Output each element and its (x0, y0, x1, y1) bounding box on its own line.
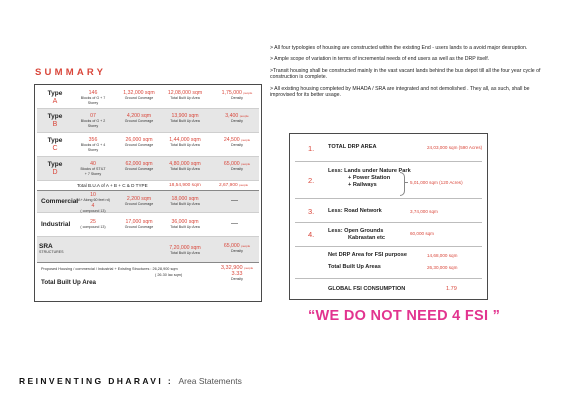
net-drp-label: Net DRP Area for FSI purpose (328, 252, 407, 258)
drp-item-value: 24,03,000 sqm (590 Acres) (427, 145, 483, 150)
drp-item-label: TOTAL DRP AREA (328, 144, 377, 150)
density-cell: 65,000 people Density (223, 161, 251, 171)
grand-total-row (37, 263, 259, 293)
density-dash: — (231, 197, 238, 204)
note-item: >Transit housing shall be constructed mainly in the vast vacant lands behind the bus depot till all the four year cycle of construction is complete. (270, 67, 541, 81)
grand-total-note-lac: ( 26.30 lac sqm) (155, 273, 183, 277)
separator (295, 161, 482, 162)
notes-list (270, 45, 552, 104)
density-cell: 3,400 people Density (225, 113, 249, 123)
drp-item-number: 2. (308, 176, 315, 185)
sra-row (37, 237, 259, 263)
bua-cell: 13,900 sqm Total Built Up Area (170, 113, 200, 123)
bua-cell: 4,80,000 sqm Total Built Up Area (169, 161, 201, 171)
bua-cell: 36,000 sqm Total Built Up Area (170, 219, 200, 229)
total-abcd-label: Total B.U.A of A + B + C & D TYPE (77, 183, 148, 188)
footer (19, 376, 242, 386)
note-item: > All existing housing completed by MHADA / SRA are integrated and not demolished . They all, as such, shall be improvised for its better usage. (270, 85, 530, 99)
bua-cell: 12,08,000 sqm Total Built Up Area (167, 90, 203, 100)
slogan: “WE DO NOT NEED 4 FSI ” (308, 308, 501, 324)
total-abcd-row (37, 181, 259, 191)
footer-subtitle: Area Statements (178, 376, 242, 386)
grand-total-label: Total Built Up Area (41, 279, 97, 286)
type-a-row (37, 87, 259, 109)
blocks-cell: 146 Blocks of G + 7 Storey (80, 90, 106, 105)
type-label: Type A (47, 90, 63, 105)
density-cell: 65,000 people Density (223, 243, 251, 253)
type-label: Type B (47, 113, 63, 128)
type-d-row (37, 157, 259, 181)
drp-item-number: 1. (308, 144, 315, 153)
blocks-cell: 10 ( A+ Along 60 feet rd) 4 ( compound 13) (76, 192, 110, 213)
drp-item-label: Less: Open Grounds Kabrastan etc (328, 228, 385, 241)
brace-tip (404, 182, 408, 183)
total-abcd-density: 2,67,900 people (219, 183, 249, 188)
blocks-cell: 40 Blocks of STILT + 7 Storey (80, 161, 106, 176)
drp-item-value: 60,000 sqm (410, 231, 435, 236)
density-cell: 24,500 people Density (223, 137, 251, 147)
grand-density-cell: 3,32,900 people 3.33 Density (220, 265, 254, 281)
drp-item-value: 3,74,000 sqm (410, 209, 438, 214)
coverage-cell: 62,000 sqm Ground Coverage (124, 161, 154, 171)
drp-area-table (289, 133, 488, 300)
summary-title: SUMMARY (35, 67, 107, 78)
drp-item-label: Less: Road Network (328, 208, 382, 214)
grand-total-note: Proposed Housing / commercial / Industrial + Existing Structures : 26,28,900 sqm (41, 267, 178, 271)
coverage-cell: 17,000 sqm Ground Coverage (124, 219, 154, 229)
density-dash: — (231, 220, 238, 227)
drp-item-label: Less: Lands under Nature Park + Power Station + Railways (328, 168, 411, 188)
drp-item-number: 4. (308, 230, 315, 239)
sra-label: SRA STRUCTURES (39, 243, 64, 254)
separator (295, 278, 482, 279)
summary-table (34, 84, 262, 302)
footer-title: REINVENTING DHARAVI : (19, 376, 174, 386)
bua-cell: 7,20,000 sqm Total Built Up Area (169, 245, 201, 255)
type-label: Type C (47, 137, 63, 152)
note-item: > All four typologies of housing are constructed within the existing End - users lands to a avoid major desruption. (270, 45, 528, 51)
global-fsi-label: GLOBAL FSI CONSUMPTION (328, 286, 406, 292)
separator (295, 246, 482, 247)
industrial-label: Industrial (41, 221, 71, 228)
note-item: > Ample scope of variation in terms of incremental needs of end users as well as the DRP itself. (270, 56, 490, 63)
coverage-cell: 2,200 sqm Ground Coverage (124, 196, 154, 206)
commercial-label: Commercial (41, 198, 79, 205)
total-bua-value: 26,30,000 sqm (427, 265, 458, 270)
coverage-cell: 26,000 sqm Ground Coverage (124, 137, 154, 147)
type-c-row (37, 133, 259, 157)
type-label: Type D (47, 161, 63, 176)
drp-item-value: 5,01,000 sqm (120 Acres) (410, 180, 463, 185)
bua-cell: 1,44,000 sqm Total Built Up Area (169, 137, 201, 147)
total-abcd-bua: 18,54,900 sqm (169, 183, 201, 188)
blocks-cell: 356 Blocks of G + 4 Storey (80, 137, 106, 152)
total-bua-label: Total Built Up Areas (328, 264, 381, 270)
bua-cell: 18,000 sqm Total Built Up Area (170, 196, 200, 206)
separator (295, 222, 482, 223)
coverage-cell: 1,32,000 sqm Ground Coverage (123, 90, 155, 100)
global-fsi-value: 1.79 (446, 286, 457, 292)
industrial-row (37, 213, 259, 237)
commercial-row (37, 191, 259, 213)
brace-icon (400, 172, 405, 196)
blocks-cell: 25 ( compound 13) (80, 219, 106, 229)
type-b-row (37, 109, 259, 133)
coverage-cell: 4,200 sqm Ground Coverage (124, 113, 154, 123)
net-drp-value: 14,68,000 sqm (427, 253, 458, 258)
density-cell: 1,75,000 people Density (221, 90, 253, 100)
drp-item-number: 3. (308, 207, 315, 216)
separator (295, 198, 482, 199)
blocks-cell: 07 Blocks of G + 2 Storey (80, 113, 106, 128)
